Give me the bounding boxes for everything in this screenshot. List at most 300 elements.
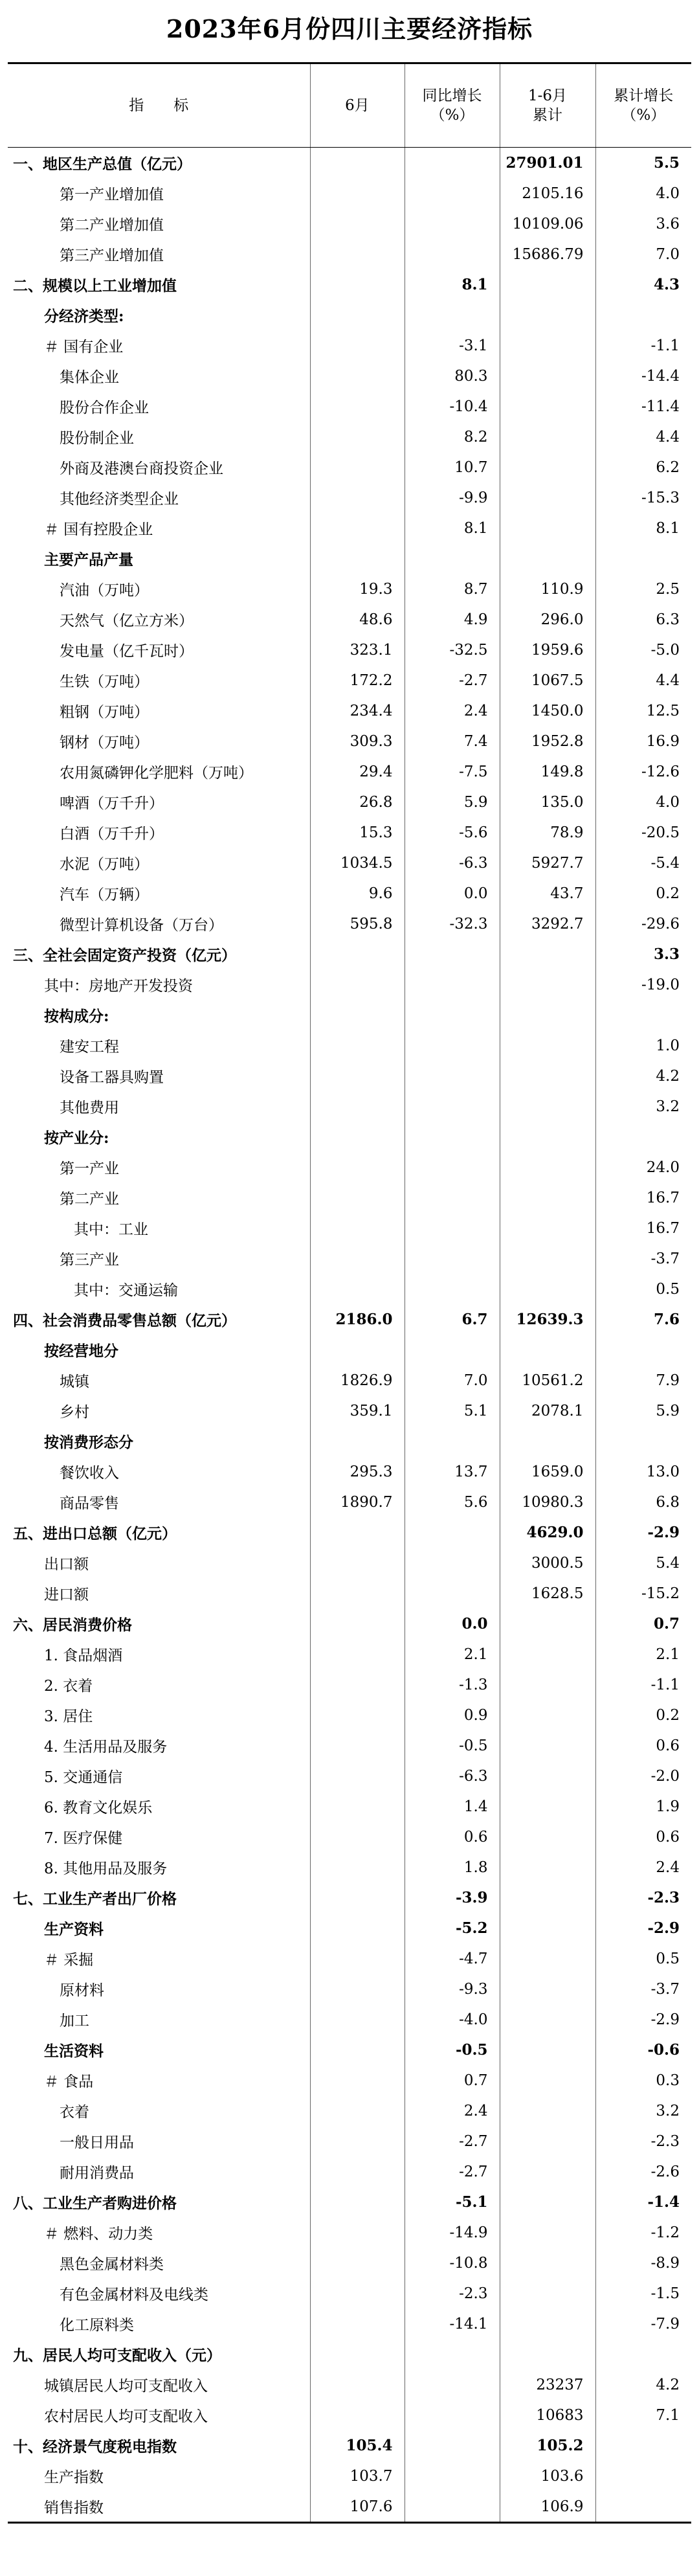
cell-ytd — [500, 2096, 595, 2126]
cell-cum: -1.1 — [595, 1669, 691, 1700]
table-row — [8, 1822, 691, 1852]
row-label: 九、居民人均可支配收入（元） — [13, 2347, 221, 2364]
cell-cum — [595, 1000, 691, 1030]
header-ytd — [500, 63, 595, 148]
row-label: ＃ 国有企业 — [44, 339, 124, 356]
header-cum-line2: （%） — [621, 107, 666, 124]
table-row — [8, 300, 691, 330]
cell-month — [310, 1243, 405, 1274]
cell-cum: 16.9 — [595, 726, 691, 756]
cell-month: 295.3 — [310, 1456, 405, 1487]
cell-ytd — [500, 422, 595, 452]
row-label: 钢材（万吨） — [60, 734, 149, 751]
row-label: 有色金属材料及电线类 — [60, 2287, 208, 2303]
cell-ytd: 1067.5 — [500, 665, 595, 695]
row-label: 分经济类型: — [44, 308, 124, 325]
cell-ytd — [500, 1274, 595, 1304]
cell-yoy: -3.9 — [405, 1882, 500, 1913]
table-row — [8, 1700, 691, 1730]
cell-yoy: -7.5 — [405, 756, 500, 787]
table-row — [8, 817, 691, 848]
cell-ytd — [500, 2126, 595, 2156]
row-label: ＃ 燃料、动力类 — [44, 2226, 153, 2243]
cell-cum — [595, 1122, 691, 1152]
row-label: 微型计算机设备（万台） — [60, 917, 223, 934]
cell-month: 1034.5 — [310, 848, 405, 878]
cell-month: 26.8 — [310, 787, 405, 817]
cell-yoy — [405, 1061, 500, 1091]
cell-yoy — [405, 939, 500, 969]
row-label: 城镇居民人均可支配收入 — [44, 2378, 208, 2395]
cell-cum: -2.6 — [595, 2156, 691, 2187]
cell-cum: 4.4 — [595, 422, 691, 452]
cell-cum: 7.9 — [595, 1365, 691, 1395]
row-label: 第一产业增加值 — [60, 186, 164, 203]
table-row — [8, 2369, 691, 2400]
table-row — [8, 726, 691, 756]
cell-yoy — [405, 1000, 500, 1030]
table-row — [8, 1487, 691, 1517]
cell-ytd — [500, 1243, 595, 1274]
table-row — [8, 1639, 691, 1669]
cell-ytd: 2078.1 — [500, 1395, 595, 1426]
cell-ytd — [500, 513, 595, 543]
cell-ytd: 12639.3 — [500, 1304, 595, 1335]
cell-month — [310, 2065, 405, 2096]
row-label: 按产业分: — [44, 1129, 109, 1147]
cell-month — [310, 543, 405, 574]
cell-ytd: 103.6 — [500, 2461, 595, 2491]
cell-ytd — [500, 1122, 595, 1152]
header-ytd-line1: 1-6月 — [527, 87, 568, 104]
cell-month — [310, 1943, 405, 1974]
table-row — [8, 1791, 691, 1822]
cell-month — [310, 2035, 405, 2065]
cell-ytd — [500, 2004, 595, 2035]
cell-cum: 0.5 — [595, 1943, 691, 1974]
cell-cum — [595, 300, 691, 330]
cell-ytd: 1659.0 — [500, 1456, 595, 1487]
cell-ytd — [500, 1182, 595, 1213]
row-label: 加工 — [60, 2013, 89, 2029]
cell-cum: 3.3 — [595, 939, 691, 969]
cell-cum: 7.1 — [595, 2400, 691, 2430]
cell-yoy — [405, 148, 500, 179]
cell-ytd — [500, 2278, 595, 2309]
cell-yoy: -6.3 — [405, 1761, 500, 1791]
row-label: 其中：交通运输 — [74, 1282, 178, 1299]
cell-ytd: 78.9 — [500, 817, 595, 848]
table-row — [8, 1182, 691, 1213]
cell-yoy: -14.9 — [405, 2217, 500, 2248]
table-row — [8, 1030, 691, 1061]
cell-yoy — [405, 1517, 500, 1548]
cell-ytd — [500, 330, 595, 361]
table-row — [8, 2156, 691, 2187]
row-label: 耐用消费品 — [60, 2165, 134, 2182]
row-label: 7. 医疗保健 — [44, 1830, 123, 1847]
table-row — [8, 1213, 691, 1243]
row-label: 1. 食品烟酒 — [44, 1647, 123, 1664]
cell-yoy: 7.4 — [405, 726, 500, 756]
table-row — [8, 2187, 691, 2217]
cell-cum — [595, 2339, 691, 2369]
cell-month — [310, 2339, 405, 2369]
table-row — [8, 1578, 691, 1609]
header-yoy-line2: （%） — [430, 107, 474, 124]
cell-ytd — [500, 1091, 595, 1122]
cell-yoy: 2.4 — [405, 2096, 500, 2126]
cell-yoy: -4.0 — [405, 2004, 500, 2035]
cell-month: 103.7 — [310, 2461, 405, 2491]
table-row — [8, 574, 691, 604]
cell-cum: -12.6 — [595, 756, 691, 787]
cell-ytd: 2105.16 — [500, 178, 595, 209]
cell-ytd — [500, 2035, 595, 2065]
cell-ytd — [500, 2339, 595, 2369]
cell-cum: 16.7 — [595, 1182, 691, 1213]
table-row — [8, 2491, 691, 2523]
cell-month: 1826.9 — [310, 1365, 405, 1395]
table-row — [8, 1335, 691, 1365]
cell-ytd — [500, 2309, 595, 2339]
row-label: 股份合作企业 — [60, 400, 149, 416]
cell-yoy — [405, 543, 500, 574]
cell-ytd: 10683 — [500, 2400, 595, 2430]
cell-cum: -14.4 — [595, 361, 691, 391]
cell-month — [310, 513, 405, 543]
cell-cum: 3.2 — [595, 1091, 691, 1122]
cell-yoy — [405, 1213, 500, 1243]
cell-cum: 2.4 — [595, 1852, 691, 1882]
cell-cum: -11.4 — [595, 391, 691, 422]
cell-ytd — [500, 391, 595, 422]
row-label: 外商及港澳台商投资企业 — [60, 460, 223, 477]
cell-month — [310, 178, 405, 209]
table-row — [8, 2278, 691, 2309]
cell-month — [310, 1030, 405, 1061]
row-label: 第一产业 — [60, 1160, 119, 1177]
row-label: 生活资料 — [44, 2042, 104, 2060]
cell-cum: 24.0 — [595, 1152, 691, 1182]
cell-yoy — [405, 1243, 500, 1274]
cell-cum: 0.5 — [595, 1274, 691, 1304]
cell-yoy: 8.1 — [405, 513, 500, 543]
row-label: 按构成分: — [44, 1008, 109, 1025]
row-label: 一般日用品 — [60, 2134, 134, 2151]
cell-month — [310, 1609, 405, 1639]
table-row — [8, 2400, 691, 2430]
cell-cum: 2.1 — [595, 1639, 691, 1669]
cell-yoy: -2.7 — [405, 2126, 500, 2156]
cell-yoy: 1.8 — [405, 1852, 500, 1882]
cell-month — [310, 1274, 405, 1304]
row-label: ＃ 食品 — [44, 2073, 94, 2090]
cell-yoy — [405, 300, 500, 330]
table-row — [8, 2096, 691, 2126]
row-label: 设备工器具购置 — [60, 1069, 164, 1086]
cell-cum: -2.3 — [595, 1882, 691, 1913]
cell-month — [310, 2309, 405, 2339]
cell-ytd: 3000.5 — [500, 1548, 595, 1578]
table-row — [8, 2065, 691, 2096]
cell-month — [310, 361, 405, 391]
cell-yoy: 5.6 — [405, 1487, 500, 1517]
cell-yoy: 0.7 — [405, 2065, 500, 2096]
cell-month — [310, 1335, 405, 1365]
row-label: 粗钢（万吨） — [60, 704, 149, 721]
cell-cum: 3.2 — [595, 2096, 691, 2126]
cell-month — [310, 2400, 405, 2430]
row-label: 农村居民人均可支配收入 — [44, 2408, 208, 2425]
row-label: 农用氮磷钾化学肥料（万吨） — [60, 765, 253, 782]
cell-cum: 4.3 — [595, 269, 691, 300]
table-row — [8, 2339, 691, 2369]
cell-yoy: 2.4 — [405, 695, 500, 726]
row-label: 二、规模以上工业增加值 — [13, 277, 177, 295]
cell-ytd: 43.7 — [500, 878, 595, 909]
row-label: 6. 教育文化娱乐 — [44, 1800, 153, 1816]
cell-cum: 0.3 — [595, 2065, 691, 2096]
cell-yoy: 1.4 — [405, 1791, 500, 1822]
cell-yoy — [405, 1335, 500, 1365]
cell-cum — [595, 1335, 691, 1365]
row-label: 第二产业增加值 — [60, 217, 164, 234]
cell-ytd: 3292.7 — [500, 909, 595, 939]
row-label: 乡村 — [60, 1404, 89, 1421]
table-row — [8, 1395, 691, 1426]
cell-month — [310, 1426, 405, 1456]
cell-yoy: -2.3 — [405, 2278, 500, 2309]
cell-month — [310, 1000, 405, 1030]
cell-ytd: 135.0 — [500, 787, 595, 817]
row-label: 4. 生活用品及服务 — [44, 1739, 168, 1756]
header-yoy — [405, 63, 500, 148]
table-row — [8, 1852, 691, 1882]
row-label: 按消费形态分 — [44, 1434, 133, 1451]
cell-ytd — [500, 1882, 595, 1913]
cell-cum — [595, 2430, 691, 2461]
cell-yoy — [405, 239, 500, 269]
row-label: 销售指数 — [8, 2491, 310, 2523]
cell-yoy: -14.1 — [405, 2309, 500, 2339]
cell-yoy: 0.0 — [405, 1609, 500, 1639]
row-label: ＃ 采掘 — [44, 1952, 94, 1969]
cell-cum: -7.9 — [595, 2309, 691, 2339]
table-row — [8, 878, 691, 909]
cell-yoy — [405, 1548, 500, 1578]
cell-month: 309.3 — [310, 726, 405, 756]
cell-month — [310, 2187, 405, 2217]
row-label: 5. 交通通信 — [44, 1769, 123, 1786]
row-label: 第三产业 — [60, 1252, 119, 1269]
cell-yoy: 8.1 — [405, 269, 500, 300]
cell-yoy: -0.5 — [405, 2035, 500, 2065]
header-cum — [595, 63, 691, 148]
table-row — [8, 513, 691, 543]
cell-ytd — [500, 2065, 595, 2096]
cell-yoy: -10.4 — [405, 391, 500, 422]
header-ytd-line2: 累计 — [533, 107, 562, 124]
table-row — [8, 1913, 691, 1943]
cell-yoy — [405, 1122, 500, 1152]
row-label: 水泥（万吨） — [60, 856, 149, 873]
table-row — [8, 422, 691, 452]
row-label: 衣着 — [60, 2104, 89, 2121]
cell-yoy: -10.8 — [405, 2248, 500, 2278]
cell-yoy: -4.7 — [405, 1943, 500, 1974]
cell-cum: -1.2 — [595, 2217, 691, 2248]
cell-cum — [595, 2491, 691, 2523]
cell-ytd — [500, 2217, 595, 2248]
cell-month — [310, 2126, 405, 2156]
cell-cum: 7.0 — [595, 239, 691, 269]
cell-cum: 7.6 — [595, 1304, 691, 1335]
table-row — [8, 635, 691, 665]
cell-ytd — [500, 543, 595, 574]
row-label: 七、工业生产者出厂价格 — [13, 1890, 177, 1908]
cell-yoy — [405, 1182, 500, 1213]
cell-month — [310, 1213, 405, 1243]
table-row — [8, 1456, 691, 1487]
cell-month — [310, 1061, 405, 1091]
table-body — [8, 148, 691, 2523]
row-label: 发电量（亿千瓦时） — [60, 643, 194, 660]
row-label: 建安工程 — [60, 1039, 119, 1056]
row-label: 其中：工业 — [74, 1221, 148, 1238]
table-row — [8, 1243, 691, 1274]
cell-cum: 4.2 — [595, 1061, 691, 1091]
cell-month — [310, 148, 405, 179]
cell-cum: -1.5 — [595, 2278, 691, 2309]
row-label: 其中：房地产开发投资 — [44, 978, 193, 995]
cell-ytd: 110.9 — [500, 574, 595, 604]
cell-ytd — [500, 1761, 595, 1791]
cell-cum: -5.0 — [595, 635, 691, 665]
table-row — [8, 665, 691, 695]
cell-cum: 3.6 — [595, 209, 691, 239]
cell-yoy: -0.5 — [405, 1730, 500, 1761]
cell-yoy: -2.7 — [405, 2156, 500, 2187]
row-label: 按经营地分 — [44, 1342, 118, 1360]
cell-month: 595.8 — [310, 909, 405, 939]
cell-yoy: 5.9 — [405, 787, 500, 817]
cell-month — [310, 2156, 405, 2187]
cell-cum: -19.0 — [595, 969, 691, 1000]
cell-ytd — [500, 1700, 595, 1730]
cell-cum: -15.2 — [595, 1578, 691, 1609]
table-row — [8, 239, 691, 269]
row-label: 五、进出口总额（亿元） — [13, 1525, 177, 1542]
cell-ytd — [500, 1000, 595, 1030]
cell-cum: 5.5 — [595, 148, 691, 179]
row-label: 啤酒（万千升） — [60, 795, 164, 812]
cell-ytd — [500, 1335, 595, 1365]
row-label: 六、居民消费价格 — [13, 1616, 132, 1634]
cell-ytd — [500, 1669, 595, 1700]
table-row — [8, 178, 691, 209]
table-row — [8, 604, 691, 635]
cell-month — [310, 1182, 405, 1213]
cell-yoy: -32.3 — [405, 909, 500, 939]
row-label: 其他经济类型企业 — [60, 491, 179, 508]
cell-month: 15.3 — [310, 817, 405, 848]
cell-ytd — [500, 2248, 595, 2278]
cell-month — [310, 939, 405, 969]
row-label: 黑色金属材料类 — [60, 2256, 164, 2273]
row-label: 化工原料类 — [60, 2317, 134, 2334]
table-row — [8, 2309, 691, 2339]
row-label: 生产指数 — [44, 2469, 104, 2486]
row-label: 集体企业 — [60, 369, 119, 386]
cell-cum: 2.5 — [595, 574, 691, 604]
cell-yoy: -6.3 — [405, 848, 500, 878]
cell-ytd: 10980.3 — [500, 1487, 595, 1517]
cell-yoy — [405, 2400, 500, 2430]
row-label: 天然气（亿立方米） — [60, 613, 194, 629]
cell-ytd: 15686.79 — [500, 239, 595, 269]
cell-ytd: 149.8 — [500, 756, 595, 787]
table-row — [8, 1943, 691, 1974]
table-row — [8, 452, 691, 482]
cell-yoy: -2.7 — [405, 665, 500, 695]
table-row — [8, 482, 691, 513]
table-row — [8, 2004, 691, 2035]
cell-month: 105.4 — [310, 2430, 405, 2461]
cell-cum: 0.2 — [595, 878, 691, 909]
row-label: 3. 居住 — [44, 1708, 93, 1725]
table-row — [8, 2461, 691, 2491]
row-label: 汽油（万吨） — [60, 582, 149, 599]
row-label: 原材料 — [60, 1982, 104, 1999]
cell-cum: 1.0 — [595, 1030, 691, 1061]
header-month — [310, 63, 405, 148]
row-label: 其他费用 — [60, 1100, 119, 1116]
cell-ytd: 296.0 — [500, 604, 595, 635]
cell-month: 2186.0 — [310, 1304, 405, 1335]
cell-month — [310, 1852, 405, 1882]
cell-yoy: 0.6 — [405, 1822, 500, 1852]
cell-ytd — [500, 1943, 595, 1974]
table-row — [8, 1152, 691, 1182]
table-row — [8, 1609, 691, 1639]
cell-ytd — [500, 1852, 595, 1882]
cell-month: 107.6 — [310, 2491, 405, 2523]
row-label: 四、社会消费品零售总额（亿元） — [13, 1312, 236, 1329]
cell-month — [310, 1974, 405, 2004]
row-label: 城镇 — [60, 1373, 89, 1390]
cell-cum: 6.2 — [595, 452, 691, 482]
row-label: 三、全社会固定资产投资（亿元） — [13, 947, 236, 964]
cell-month — [310, 969, 405, 1000]
table-row — [8, 1000, 691, 1030]
cell-cum: -8.9 — [595, 2248, 691, 2278]
cell-yoy — [405, 2430, 500, 2461]
cell-ytd: 1952.8 — [500, 726, 595, 756]
table-row — [8, 2217, 691, 2248]
cell-yoy: -9.3 — [405, 1974, 500, 2004]
cell-month — [310, 1791, 405, 1822]
cell-ytd — [500, 300, 595, 330]
cell-month — [310, 1639, 405, 1669]
cell-ytd — [500, 361, 595, 391]
cell-cum: 16.7 — [595, 1213, 691, 1243]
table-row — [8, 1882, 691, 1913]
cell-cum: -20.5 — [595, 817, 691, 848]
cell-month — [310, 1700, 405, 1730]
row-label: 白酒（万千升） — [60, 826, 164, 842]
cell-yoy — [405, 2369, 500, 2400]
